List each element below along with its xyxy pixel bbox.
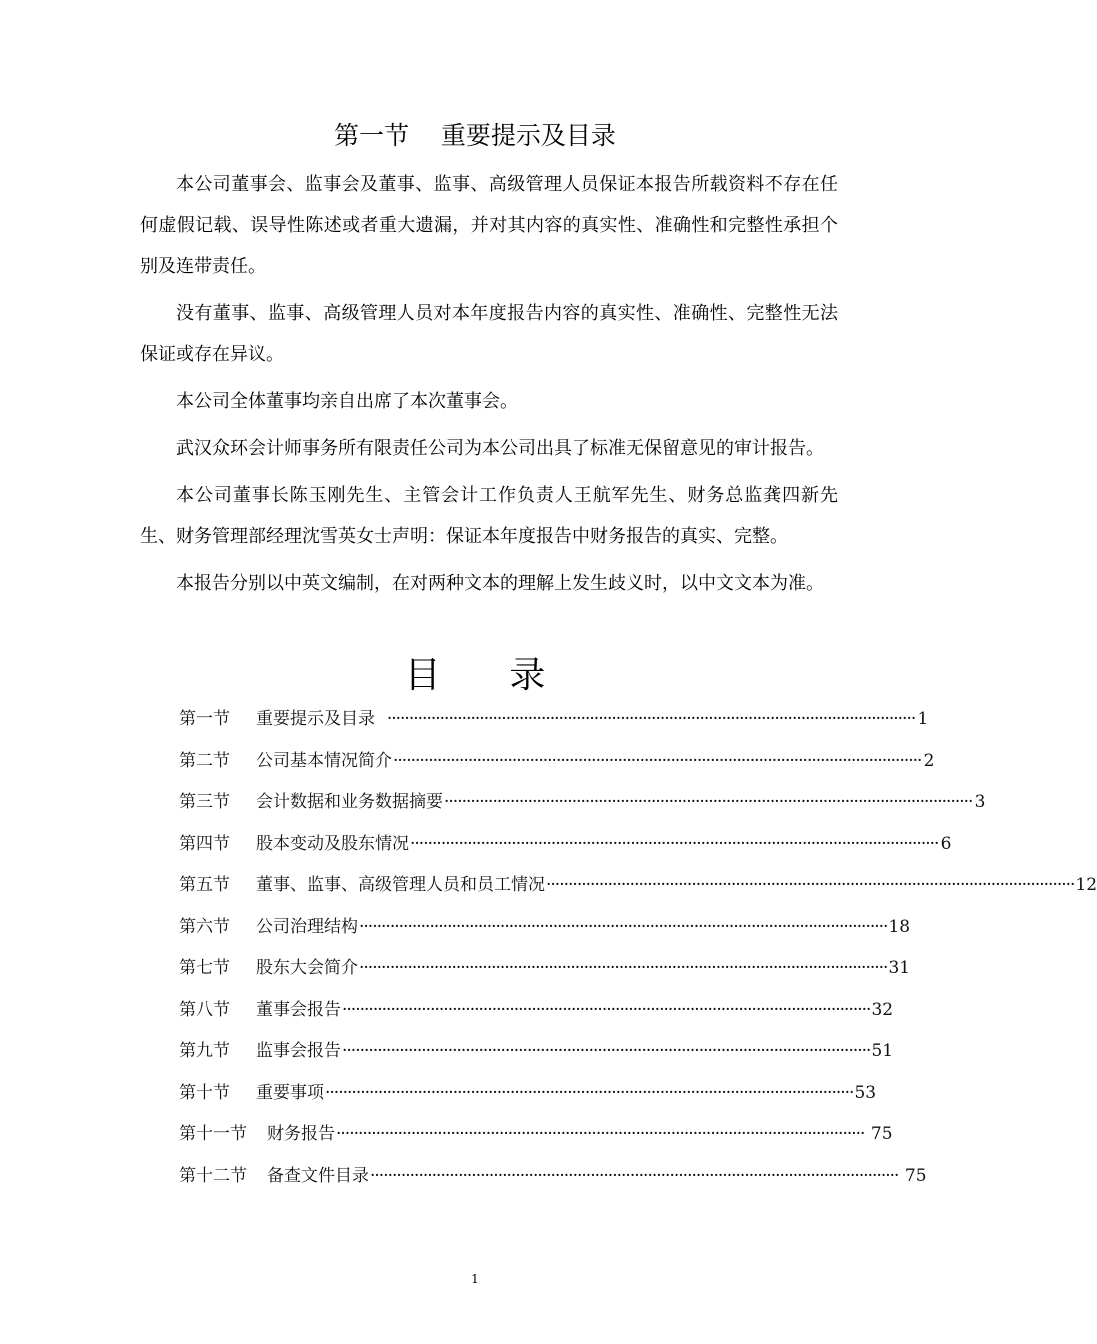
- toc-section-name: 董事、监事、高级管理人员和员工情况: [256, 875, 545, 895]
- toc-leader-dots: ························································································································: [386, 709, 916, 729]
- section-title: 第一节 重要提示及目录: [334, 121, 616, 150]
- toc-section-name: 董事会报告: [256, 999, 341, 1020]
- toc-entry-section-10[interactable]: [179, 1073, 877, 1115]
- toc-section-label: 第十节: [179, 1082, 230, 1103]
- toc-entry-section-2[interactable]: [179, 741, 935, 783]
- notice-paragraph-no-objection: 没有董事、监事、高级管理人员对本年度报告内容的真实性、准确性、完整性无法保证或存在异议。: [140, 303, 838, 365]
- toc-page-number: 51: [871, 1041, 894, 1061]
- toc-page-number: 53: [854, 1082, 877, 1103]
- toc-page-number: 18: [888, 916, 911, 937]
- toc-section-label: 第七节: [179, 958, 230, 978]
- toc-entry-section-7[interactable]: [179, 948, 911, 990]
- toc-section-label: 第九节: [179, 1041, 230, 1061]
- toc-page-number: 12: [1075, 875, 1097, 895]
- toc-section-label: 第十一节: [179, 1124, 247, 1144]
- toc-section-name: 会计数据和业务数据摘要: [256, 792, 443, 812]
- toc-section-name: 股东大会简介: [256, 958, 358, 978]
- toc-leader-dots: ························································································································: [444, 792, 973, 812]
- toc-page-number: 75: [865, 1124, 893, 1144]
- notice-paragraph-auditor: 武汉众环会计师事务所有限责任公司为本公司出具了标准无保留意见的审计报告。: [176, 438, 824, 459]
- table-of-contents: [179, 699, 1097, 1197]
- toc-page-number: 32: [871, 999, 894, 1020]
- toc-section-label: 第四节: [179, 833, 230, 854]
- toc-section-label: 第二节: [179, 750, 230, 771]
- toc-entry-section-1[interactable]: [179, 699, 929, 741]
- toc-page-number: 6: [940, 833, 952, 854]
- page-number: 1: [471, 1272, 479, 1286]
- notice-paragraph-language: 本报告分别以中英文编制，在对两种文本的理解上发生歧义时，以中文文本为准。: [176, 573, 824, 594]
- toc-entry-section-6[interactable]: [179, 907, 911, 949]
- toc-leader-dots: ························································································································: [410, 833, 939, 854]
- notice-paragraph-attendance: 本公司全体董事均亲自出席了本次董事会。: [176, 391, 518, 412]
- notice-paragraph-declaration: 本公司董事长陈玉刚先生、主管会计工作负责人王航军先生、财务总监龚四新先生、财务管理部经理沈雪英女士声明：保证本年度报告中财务报告的真实、完整。: [140, 485, 838, 547]
- toc-entry-section-4[interactable]: [179, 824, 952, 866]
- toc-page-number: 75: [899, 1165, 927, 1186]
- important-notice-body: [140, 164, 838, 610]
- toc-entry-section-11[interactable]: [179, 1114, 893, 1156]
- toc-leader-dots: ························································································································: [342, 1041, 871, 1061]
- toc-section-name: 重要事项: [256, 1082, 324, 1103]
- toc-section-label: 第一节: [179, 709, 230, 729]
- toc-page-number: 31: [888, 958, 911, 978]
- toc-page-number: 2: [923, 750, 935, 771]
- toc-section-label: 第六节: [179, 916, 230, 937]
- toc-section-name: 公司治理结构: [256, 916, 358, 937]
- toc-section-name: 备查文件目录: [267, 1165, 369, 1186]
- toc-section-label: 第三节: [179, 792, 230, 812]
- toc-section-name: 重要提示及目录: [256, 709, 386, 729]
- toc-section-label: 第八节: [179, 999, 230, 1020]
- toc-section-label: 第十二节: [179, 1165, 247, 1186]
- toc-section-name: 监事会报告: [256, 1041, 341, 1061]
- toc-section-name: 财务报告: [267, 1124, 335, 1144]
- toc-title: 目 录: [404, 655, 546, 696]
- toc-section-name: 公司基本情况简介: [256, 750, 392, 771]
- toc-page-number: 3: [974, 792, 986, 812]
- toc-leader-dots: ························································································································: [336, 1124, 865, 1144]
- toc-entry-section-3[interactable]: [179, 782, 986, 824]
- toc-leader-dots: ························································································································: [370, 1165, 899, 1186]
- toc-leader-dots: ························································································································: [325, 1082, 854, 1103]
- toc-leader-dots: ························································································································: [359, 958, 888, 978]
- toc-entry-section-8[interactable]: [179, 990, 894, 1032]
- toc-leader-dots: ························································································································: [546, 875, 1075, 895]
- notice-paragraph-responsibility: 本公司董事会、监事会及董事、监事、高级管理人员保证本报告所载资料不存在任何虚假记载、误导性陈述或者重大遗漏，并对其内容的真实性、准确性和完整性承担个别及连带责任。: [140, 174, 838, 277]
- toc-page-number: 1: [917, 709, 929, 729]
- toc-entry-section-5[interactable]: [179, 865, 1097, 907]
- toc-section-name: 股本变动及股东情况: [256, 833, 409, 854]
- toc-section-label: 第五节: [179, 875, 230, 895]
- toc-entry-section-9[interactable]: [179, 1031, 894, 1073]
- toc-leader-dots: ························································································································: [359, 916, 888, 937]
- toc-leader-dots: ························································································································: [342, 999, 871, 1020]
- toc-leader-dots: ························································································································: [393, 750, 922, 771]
- toc-entry-section-12[interactable]: [179, 1156, 927, 1198]
